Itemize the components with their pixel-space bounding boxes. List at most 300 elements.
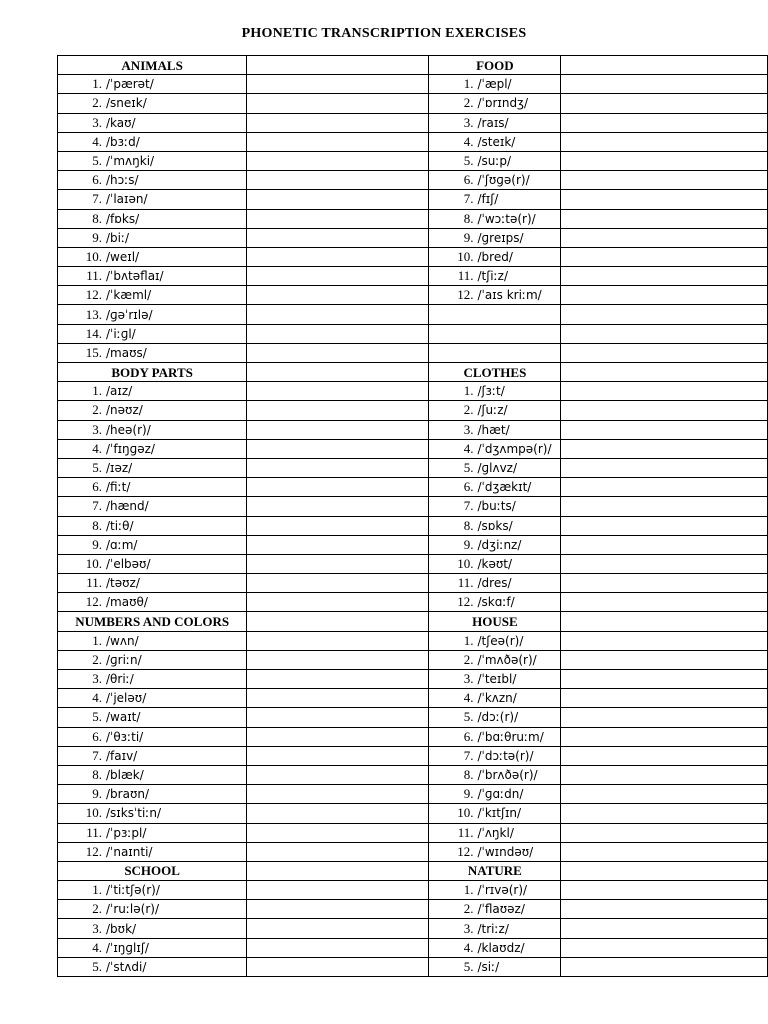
transcription-cell: [58, 75, 247, 94]
answer-cell: [561, 247, 768, 266]
transcription-cell: [429, 458, 561, 477]
transcription-cell: [58, 228, 247, 247]
item-number: 9.: [463, 229, 474, 245]
table-row: [58, 209, 768, 228]
transcription-cell: [429, 75, 561, 94]
transcription-cell: [429, 765, 561, 784]
item-number: 6.: [92, 728, 102, 744]
ipa-transcription: /ˈelbəʊ/: [106, 556, 151, 571]
answer-cell: [561, 94, 768, 113]
ipa-transcription: /ˈfɪŋɡəz/: [106, 441, 155, 456]
table-row: [58, 574, 768, 593]
transcription-cell: [429, 113, 561, 132]
ipa-transcription: /ˈwɔːtə(r)/: [477, 211, 536, 226]
section-heading: CLOTHES: [429, 363, 561, 382]
item-number: 12.: [457, 843, 474, 859]
item-number: 12.: [457, 594, 474, 610]
transcription-cell: [58, 919, 247, 938]
item-number: 2.: [463, 95, 474, 111]
item-number: 10.: [457, 248, 474, 264]
answer-cell: [561, 382, 768, 401]
transcription-cell: [58, 113, 247, 132]
item-number: 7.: [463, 191, 474, 207]
transcription-cell: [429, 689, 561, 708]
ipa-transcription: /ɡlʌvz/: [477, 461, 518, 476]
table-row: [58, 286, 768, 305]
ipa-transcription: /hænd/: [106, 499, 149, 514]
item-number: 13.: [85, 306, 102, 322]
answer-cell: [247, 881, 429, 900]
table-row: [58, 516, 768, 535]
transcription-cell: [429, 190, 561, 209]
answer-cell: [561, 305, 768, 324]
item-number: 8.: [463, 517, 474, 533]
transcription-cell: [58, 171, 247, 190]
answer-cell: [247, 209, 429, 228]
answer-cell: [561, 267, 768, 286]
section-heading-row: [58, 363, 768, 382]
transcription-cell: [429, 324, 561, 343]
answer-cell: [561, 151, 768, 170]
ipa-transcription: /ˈkʌzn/: [477, 691, 517, 706]
item-number: 9.: [92, 229, 102, 245]
item-number: 4.: [92, 939, 102, 955]
transcription-cell: [58, 938, 247, 957]
item-number: 3.: [92, 114, 102, 130]
item-number: 8.: [92, 210, 102, 226]
table-row: [58, 823, 768, 842]
transcription-cell: [429, 593, 561, 612]
ipa-transcription: /ˈjeləʊ/: [106, 691, 147, 706]
transcription-table: [57, 55, 768, 977]
transcription-cell: [429, 708, 561, 727]
ipa-transcription: /ˈʃʊɡə(r)/: [477, 173, 530, 188]
transcription-cell: [429, 94, 561, 113]
item-number: 3.: [92, 920, 102, 936]
item-number: 5.: [463, 958, 474, 974]
item-number: 1.: [463, 383, 474, 399]
item-number: 3.: [463, 114, 474, 130]
transcription-cell: [429, 343, 561, 362]
item-number: 9.: [92, 536, 102, 552]
section-heading: ANIMALS: [58, 56, 247, 75]
answer-cell: [561, 401, 768, 420]
ipa-transcription: /biː/: [106, 230, 130, 245]
ipa-transcription: /dres/: [477, 576, 512, 591]
answer-cell: [247, 151, 429, 170]
transcription-cell: [58, 439, 247, 458]
ipa-transcription: /hɔːs/: [106, 173, 139, 188]
answer-cell: [247, 113, 429, 132]
item-number: 5.: [92, 709, 102, 725]
table-row: [58, 765, 768, 784]
answer-cell: [561, 190, 768, 209]
table-row: [58, 94, 768, 113]
item-number: 12.: [457, 287, 474, 303]
item-number: 10.: [457, 805, 474, 821]
answer-cell: [247, 439, 429, 458]
transcription-cell: [58, 881, 247, 900]
answer-cell: [247, 516, 429, 535]
item-number: 10.: [85, 805, 102, 821]
answer-cell: [561, 324, 768, 343]
transcription-cell: [429, 267, 561, 286]
item-number: 10.: [457, 555, 474, 571]
item-number: 2.: [92, 651, 102, 667]
ipa-transcription: /ˈʌŋkl/: [477, 825, 514, 840]
transcription-cell: [429, 497, 561, 516]
item-number: 8.: [463, 767, 474, 783]
answer-cell: [561, 171, 768, 190]
table-row: [58, 708, 768, 727]
ipa-transcription: /suːp/: [477, 154, 512, 169]
answer-cell: [247, 861, 429, 880]
answer-cell: [247, 689, 429, 708]
answer-cell: [247, 631, 429, 650]
item-number: 5.: [92, 460, 102, 476]
answer-cell: [247, 324, 429, 343]
item-number: 11.: [86, 824, 102, 840]
transcription-cell: [58, 286, 247, 305]
transcription-cell: [58, 670, 247, 689]
ipa-transcription: /ˈflaʊəz/: [477, 902, 525, 917]
item-number: 4.: [92, 690, 102, 706]
ipa-transcription: /bɜːd/: [106, 134, 140, 149]
item-number: 1.: [463, 882, 474, 898]
ipa-transcription: /θriː/: [106, 672, 134, 687]
answer-cell: [247, 305, 429, 324]
ipa-transcription: /aɪz/: [106, 384, 133, 399]
item-number: 11.: [457, 268, 474, 284]
transcription-cell: [429, 957, 561, 976]
item-number: 4.: [463, 440, 474, 456]
ipa-transcription: /skɑːf/: [477, 595, 515, 610]
table-row: [58, 938, 768, 957]
transcription-cell: [429, 478, 561, 497]
ipa-transcription: /ˈaɪs kriːm/: [477, 288, 542, 303]
transcription-cell: [429, 247, 561, 266]
answer-cell: [247, 957, 429, 976]
transcription-cell: [429, 535, 561, 554]
table-row: [58, 957, 768, 976]
transcription-cell: [58, 458, 247, 477]
ipa-transcription: /ˈbɑːθruːm/: [477, 729, 544, 744]
ipa-transcription: /tiːθ/: [106, 518, 134, 533]
transcription-cell: [429, 823, 561, 842]
transcription-cell: [58, 324, 247, 343]
answer-cell: [247, 343, 429, 362]
table-row: [58, 670, 768, 689]
item-number: 11.: [457, 824, 474, 840]
item-number: 12.: [85, 594, 102, 610]
ipa-transcription: /ɡriːn/: [106, 652, 142, 667]
answer-cell: [561, 343, 768, 362]
answer-cell: [561, 75, 768, 94]
item-number: 3.: [463, 421, 474, 437]
transcription-cell: [429, 171, 561, 190]
answer-cell: [247, 228, 429, 247]
ipa-transcription: /ˈæpl/: [477, 77, 512, 92]
section-heading: BODY PARTS: [58, 363, 247, 382]
transcription-cell: [429, 670, 561, 689]
transcription-cell: [58, 823, 247, 842]
ipa-transcription: /fɒks/: [106, 211, 140, 226]
answer-cell: [561, 574, 768, 593]
answer-cell: [561, 56, 768, 75]
table-row: [58, 267, 768, 286]
ipa-transcription: /weɪl/: [106, 249, 140, 264]
answer-cell: [561, 439, 768, 458]
ipa-transcription: /ˈθɜːti/: [106, 729, 144, 744]
answer-cell: [247, 458, 429, 477]
item-number: 6.: [92, 172, 102, 188]
answer-cell: [247, 708, 429, 727]
ipa-transcription: /ˈnaɪnti/: [106, 844, 153, 859]
item-number: 5.: [92, 153, 102, 169]
ipa-transcription: /ˈbrʌðə(r)/: [477, 768, 538, 783]
table-row: [58, 75, 768, 94]
ipa-transcription: /ˈɡɑːdn/: [477, 787, 524, 802]
transcription-cell: [58, 478, 247, 497]
answer-cell: [247, 650, 429, 669]
ipa-transcription: /raɪs/: [477, 115, 509, 130]
answer-cell: [247, 535, 429, 554]
page-title: PHONETIC TRANSCRIPTION EXERCISES: [241, 26, 527, 41]
transcription-cell: [429, 209, 561, 228]
table-row: [58, 439, 768, 458]
item-number: 3.: [463, 671, 474, 687]
answer-cell: [247, 670, 429, 689]
ipa-transcription: /ˈmʌŋki/: [106, 154, 155, 169]
item-number: 4.: [92, 133, 102, 149]
table-row: [58, 727, 768, 746]
answer-cell: [561, 785, 768, 804]
transcription-cell: [429, 785, 561, 804]
table-row: [58, 343, 768, 362]
table-row: [58, 900, 768, 919]
item-number: 9.: [463, 536, 474, 552]
ipa-transcription: /braʊn/: [106, 787, 150, 802]
item-number: 2.: [463, 402, 474, 418]
answer-cell: [247, 823, 429, 842]
item-number: 2.: [92, 402, 102, 418]
transcription-cell: [58, 382, 247, 401]
transcription-cell: [58, 305, 247, 324]
item-number: 1.: [92, 632, 102, 648]
answer-cell: [561, 612, 768, 631]
item-number: 4.: [92, 440, 102, 456]
answer-cell: [247, 94, 429, 113]
ipa-transcription: /kaʊ/: [106, 115, 136, 130]
transcription-cell: [58, 746, 247, 765]
ipa-transcription: /fɪʃ/: [477, 192, 499, 207]
transcription-cell: [429, 881, 561, 900]
transcription-cell: [429, 746, 561, 765]
answer-cell: [561, 209, 768, 228]
section-heading: NUMBERS AND COLORS: [58, 612, 247, 631]
item-number: 4.: [463, 939, 474, 955]
transcription-cell: [58, 401, 247, 420]
transcription-cell: [429, 516, 561, 535]
item-number: 7.: [92, 498, 102, 514]
transcription-cell: [58, 900, 247, 919]
ipa-transcription: /kəʊt/: [477, 556, 513, 571]
answer-cell: [247, 593, 429, 612]
transcription-cell: [429, 132, 561, 151]
answer-cell: [561, 900, 768, 919]
answer-cell: [561, 861, 768, 880]
item-number: 9.: [463, 786, 474, 802]
table-row: [58, 593, 768, 612]
transcription-cell: [58, 190, 247, 209]
section-heading: FOOD: [429, 56, 561, 75]
table-row: [58, 497, 768, 516]
item-number: 1.: [92, 882, 102, 898]
section-heading-row: [58, 861, 768, 880]
answer-cell: [561, 881, 768, 900]
transcription-cell: [429, 286, 561, 305]
answer-cell: [247, 190, 429, 209]
item-number: 6.: [92, 479, 102, 495]
answer-cell: [247, 612, 429, 631]
transcription-cell: [58, 727, 247, 746]
section-heading: SCHOOL: [58, 861, 247, 880]
ipa-transcription: /maʊθ/: [106, 595, 148, 610]
item-number: 2.: [463, 901, 474, 917]
answer-cell: [247, 478, 429, 497]
ipa-transcription: /ˈdʒʌmpə(r)/: [477, 441, 552, 456]
item-number: 7.: [92, 191, 102, 207]
ipa-transcription: /dɔː(r)/: [477, 710, 519, 725]
item-number: 9.: [92, 786, 102, 802]
answer-cell: [561, 132, 768, 151]
answer-cell: [247, 363, 429, 382]
table-row: [58, 689, 768, 708]
item-number: 1.: [92, 383, 102, 399]
answer-cell: [247, 132, 429, 151]
transcription-cell: [429, 151, 561, 170]
ipa-transcription: /ˈruːlə(r)/: [106, 902, 159, 917]
table-row: [58, 190, 768, 209]
ipa-transcription: /wʌn/: [106, 633, 139, 648]
ipa-transcription: /ˈiːɡl/: [106, 326, 136, 341]
ipa-transcription: /ˈtiːtʃə(r)/: [106, 883, 160, 898]
transcription-cell: [58, 842, 247, 861]
answer-cell: [561, 113, 768, 132]
transcription-cell: [58, 650, 247, 669]
transcription-cell: [58, 554, 247, 573]
transcription-cell: [58, 574, 247, 593]
item-number: 1.: [463, 76, 474, 92]
ipa-transcription: /ˈstʌdi/: [106, 959, 147, 974]
section-heading-row: [58, 612, 768, 631]
answer-cell: [561, 689, 768, 708]
table-row: [58, 804, 768, 823]
item-number: 3.: [92, 421, 102, 437]
answer-cell: [561, 363, 768, 382]
table-row: [58, 247, 768, 266]
answer-cell: [247, 785, 429, 804]
answer-cell: [561, 670, 768, 689]
table-row: [58, 478, 768, 497]
transcription-cell: [429, 401, 561, 420]
ipa-transcription: /nəʊz/: [106, 403, 143, 418]
ipa-transcription: /ˈkæml/: [106, 288, 152, 303]
ipa-transcription: /siː/: [477, 959, 500, 974]
ipa-transcription: /hæt/: [477, 422, 510, 437]
transcription-cell: [429, 439, 561, 458]
answer-cell: [247, 497, 429, 516]
answer-cell: [247, 727, 429, 746]
ipa-transcription: /ˈdɔːtə(r)/: [477, 748, 534, 763]
answer-cell: [247, 247, 429, 266]
item-number: 5.: [463, 153, 474, 169]
item-number: 7.: [463, 747, 474, 763]
transcription-cell: [58, 593, 247, 612]
table-row: [58, 420, 768, 439]
section-heading: HOUSE: [429, 612, 561, 631]
answer-cell: [247, 900, 429, 919]
item-number: 4.: [463, 133, 474, 149]
answer-cell: [561, 842, 768, 861]
answer-cell: [247, 75, 429, 94]
answer-cell: [561, 804, 768, 823]
transcription-cell: [58, 267, 247, 286]
item-number: 11.: [86, 575, 102, 591]
item-number: 2.: [463, 651, 474, 667]
transcription-cell: [58, 343, 247, 362]
item-number: 10.: [85, 555, 102, 571]
ipa-transcription: /steɪk/: [477, 134, 516, 149]
answer-cell: [561, 593, 768, 612]
item-number: 6.: [463, 728, 474, 744]
table-row: [58, 305, 768, 324]
ipa-transcription: /maʊs/: [106, 345, 147, 360]
transcription-cell: [58, 497, 247, 516]
item-number: 12.: [85, 843, 102, 859]
transcription-cell: [58, 957, 247, 976]
item-number: 3.: [92, 671, 102, 687]
ipa-transcription: /təʊz/: [106, 576, 140, 591]
ipa-transcription: /sɒks/: [477, 518, 513, 533]
answer-cell: [561, 478, 768, 497]
item-number: 1.: [463, 632, 474, 648]
table-row: [58, 171, 768, 190]
ipa-transcription: /ˈpɜːpl/: [106, 825, 147, 840]
answer-cell: [561, 727, 768, 746]
transcription-cell: [58, 420, 247, 439]
answer-cell: [247, 765, 429, 784]
answer-cell: [247, 574, 429, 593]
answer-cell: [247, 919, 429, 938]
table-row: [58, 458, 768, 477]
item-number: 2.: [92, 95, 102, 111]
transcription-cell: [58, 708, 247, 727]
answer-cell: [247, 56, 429, 75]
transcription-cell: [429, 804, 561, 823]
table-row: [58, 382, 768, 401]
ipa-transcription: /buːts/: [477, 499, 516, 514]
transcription-cell: [429, 228, 561, 247]
transcription-cell: [58, 209, 247, 228]
answer-cell: [561, 554, 768, 573]
table-row: [58, 746, 768, 765]
answer-cell: [247, 286, 429, 305]
table-row: [58, 401, 768, 420]
answer-cell: [247, 382, 429, 401]
transcription-cell: [429, 900, 561, 919]
item-number: 5.: [92, 958, 102, 974]
